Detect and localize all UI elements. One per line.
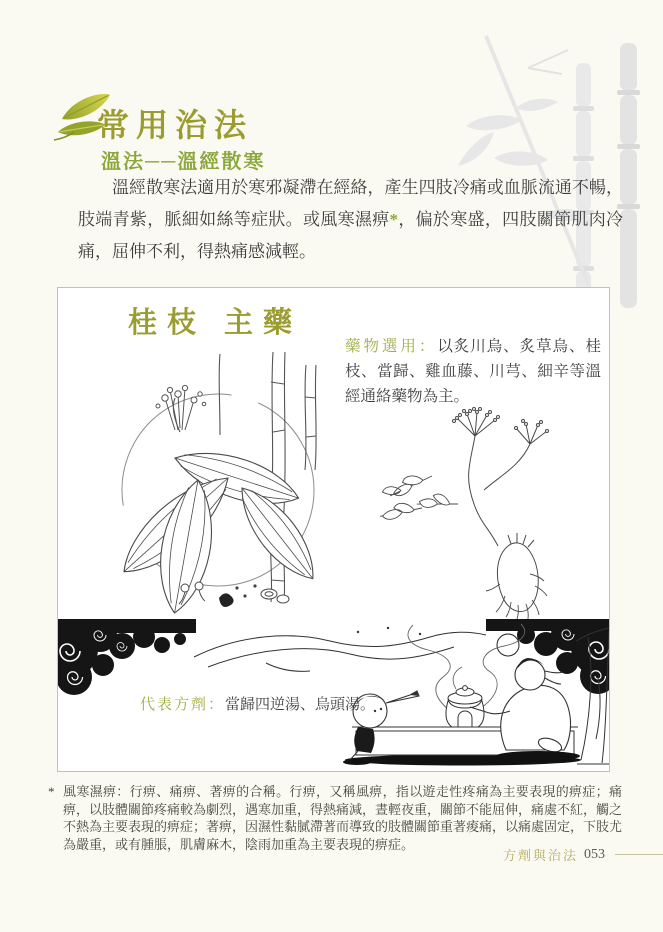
intro-paragraph — [78, 172, 623, 268]
selection-label: 藥物選用： — [345, 338, 438, 355]
herb-card — [57, 287, 610, 772]
herb-selection-note — [345, 334, 601, 409]
herb-card-title — [128, 300, 302, 341]
page-footer — [0, 845, 663, 864]
formula-text: 當歸四逆湯、烏頭湯。 — [225, 696, 376, 713]
formula-note — [140, 693, 375, 714]
herb-name: 桂枝 — [128, 307, 207, 339]
intro-text-1: 溫經散寒法適用於寒邪凝滯在經絡，產生四肢冷痛或血脈流通不暢，肢端青紫，脈細如絲等症狀。或風寒濕痹 — [78, 178, 623, 229]
footnote-marker: * — [48, 784, 55, 799]
footer-section-label: 方劑與治法 — [502, 848, 578, 863]
footer-page-number: 053 — [584, 846, 605, 862]
cinnamon-branch-illustration — [70, 340, 360, 620]
footnote — [46, 783, 622, 853]
formula-label: 代表方劑： — [140, 696, 226, 713]
angelica-root-illustration — [380, 404, 585, 620]
footnote-text: 風寒濕痹：行痹、痛痹、著痹的合稱。行痹，又稱風痹，指以遊走性疼痛為主要表現的痹症；痛痹，以肢體關節疼痛較為劇烈，遇寒加重，得熱痛減，晝輕夜重，關節不能屈伸，痛處不紅，觸之不熱為主要表現的痹症；著痹，因濕性黏膩滯著而導致的肢體關節重著痠痛，以痛處固定，下肢尤為嚴重，或有腫脹，肌膚麻木，陰雨加重為主要表現的痹症。 — [63, 784, 623, 852]
selection-text: 以炙川烏、炙草烏、桂枝、當歸、雞血藤、川芎、細辛等溫經通絡藥物為主。 — [345, 338, 601, 405]
page-title: 常用治法 — [97, 107, 254, 143]
section-subtitle: 溫法──溫經散寒 — [101, 151, 266, 173]
intro-text-2: ，偏於寒盛，四肢關節肌肉冷痛，屈伸不利，得熱痛感減輕。 — [78, 210, 623, 261]
footer-rule — [615, 854, 663, 855]
herb-role: 主藥 — [224, 307, 303, 339]
footnote-reference-asterisk: * — [389, 210, 399, 229]
